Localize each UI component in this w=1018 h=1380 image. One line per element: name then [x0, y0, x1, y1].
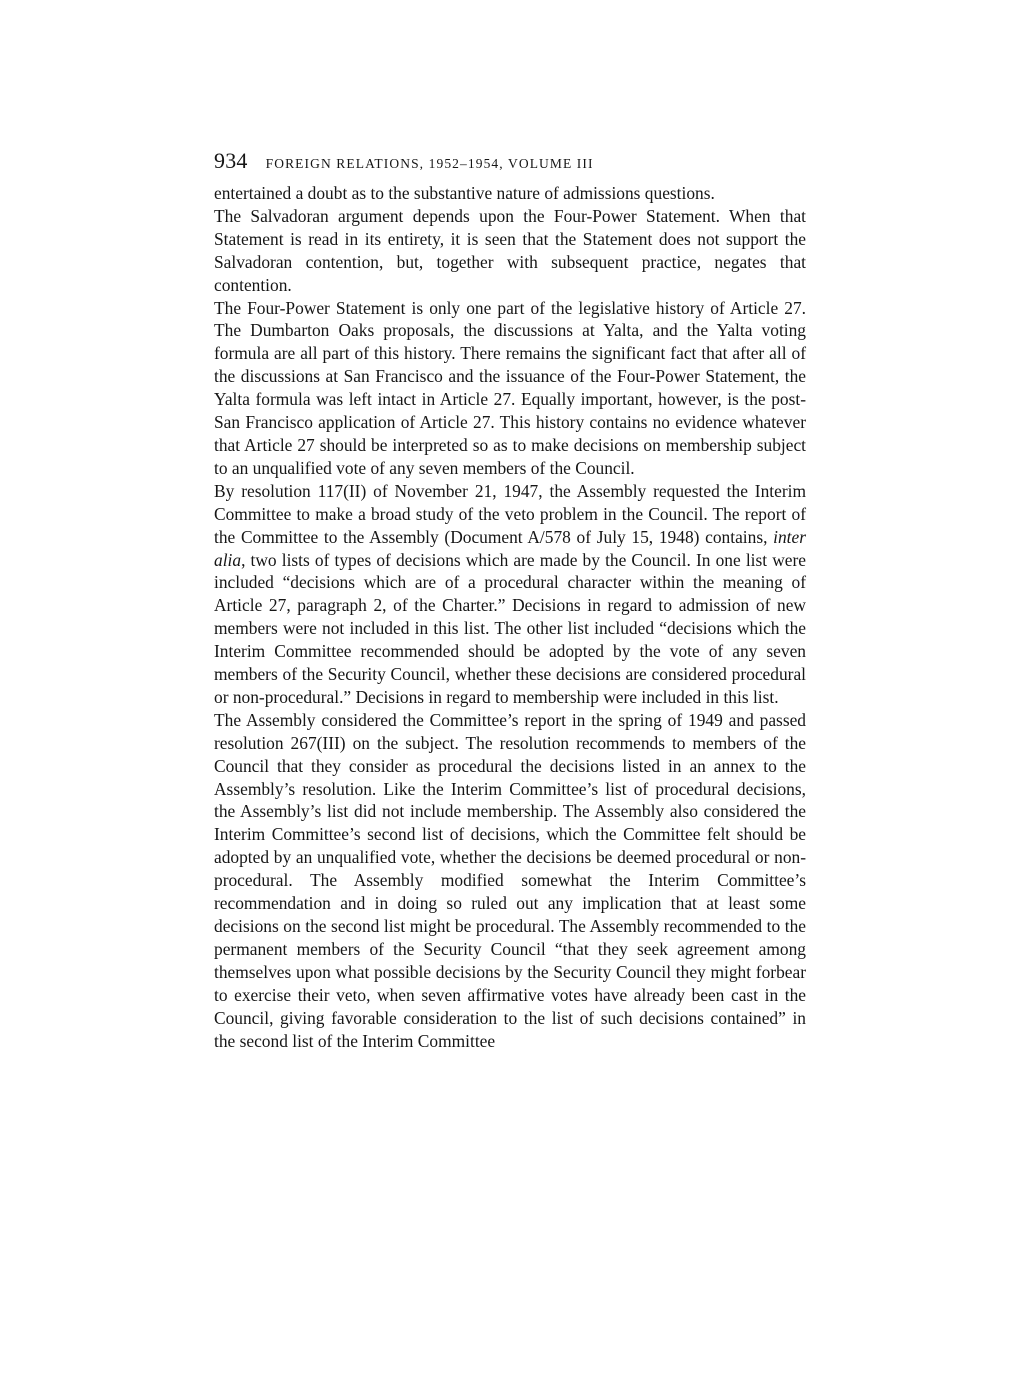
paragraph-text: , two lists of types of decisions which are made by the Council. In one list were included “decisions which are of a procedural character within the meaning of Article 27, paragraph 2, of the Charter.” Decisions in regard to admission of new members were not included in this list. The other list included “decisions which the Interim Committee recommended should be adopted by the vote of any seven members of the Security Council, whether these decisions are considered procedural or non-procedural.” Decisions in regard to membership were included in this list.: [214, 549, 806, 707]
paragraph-legislative-history: The Four-Power Statement is only one part of the legislative history of Article 27. The Dumbarton Oaks proposals, the discussions at Yalta, and the Yalta voting formula are all part of this history. There remains the significant fact that after all of the discussions at San Francisco and the issuance of the Four-Power Statement, the Yalta formula was left intact in Article 27. Equally important, however, is the post-San Francisco application of Article 27. This history contains no evidence whatever that Article 27 should be interpreted so as to make decisions on membership subject to an unqualified vote of any seven members of the Council.: [214, 297, 806, 478]
italic-phrase: inter alia: [214, 526, 806, 570]
paragraph-interim-committee: [214, 480, 806, 709]
paragraph-text: By resolution 117(II) of November 21, 1947, the Assembly requested the Interim Committee to make a broad study of the veto problem in the Council. The report of the Committee to the Assembly (Document A/578 of July 15, 1948) contains,: [214, 480, 806, 547]
running-head: [214, 148, 806, 182]
running-title: FOREIGN RELATIONS, 1952–1954, VOLUME III: [265, 156, 594, 171]
page-number: 934: [214, 148, 248, 173]
paragraph-salvadoran-argument: The Salvadoran argument depends upon the Four-Power Statement. When that Statement is read in its entirety, it is seen that the Statement does not support the Salvadoran contention, but, together with subsequent practice, negates that contention.: [214, 205, 806, 295]
paragraph-assembly-resolution: The Assembly considered the Committee’s report in the spring of 1949 and passed resolution 267(III) on the subject. The resolution recommends to members of the Council that they consider as procedural the decisions listed in an annex to the Assembly’s resolution. Like the Interim Committee’s list of procedural decisions, the Assembly’s list did not include membership. The Assembly also considered the Interim Committee’s second list of decisions, which the Committee felt should be adopted by an unqualified vote, whether the decisions be deemed procedural or non-procedural. The Assembly modified somewhat the Interim Committee’s recommendation and in doing so ruled out any implication that at least some decisions on the second list might be procedural. The Assembly recommended to the permanent members of the Security Council “that they seek agreement among themselves upon what possible decisions by the Security Council they might forbear to exercise their veto, when seven affirmative votes have already been cast in the Council, giving favorable consideration to the list of such decisions contained” in the second list of the Interim Committee: [214, 709, 806, 1051]
body-text: [214, 182, 806, 1052]
paragraph-continuation: entertained a doubt as to the substantive nature of admissions questions.: [214, 183, 715, 203]
document-page: [214, 148, 806, 1052]
